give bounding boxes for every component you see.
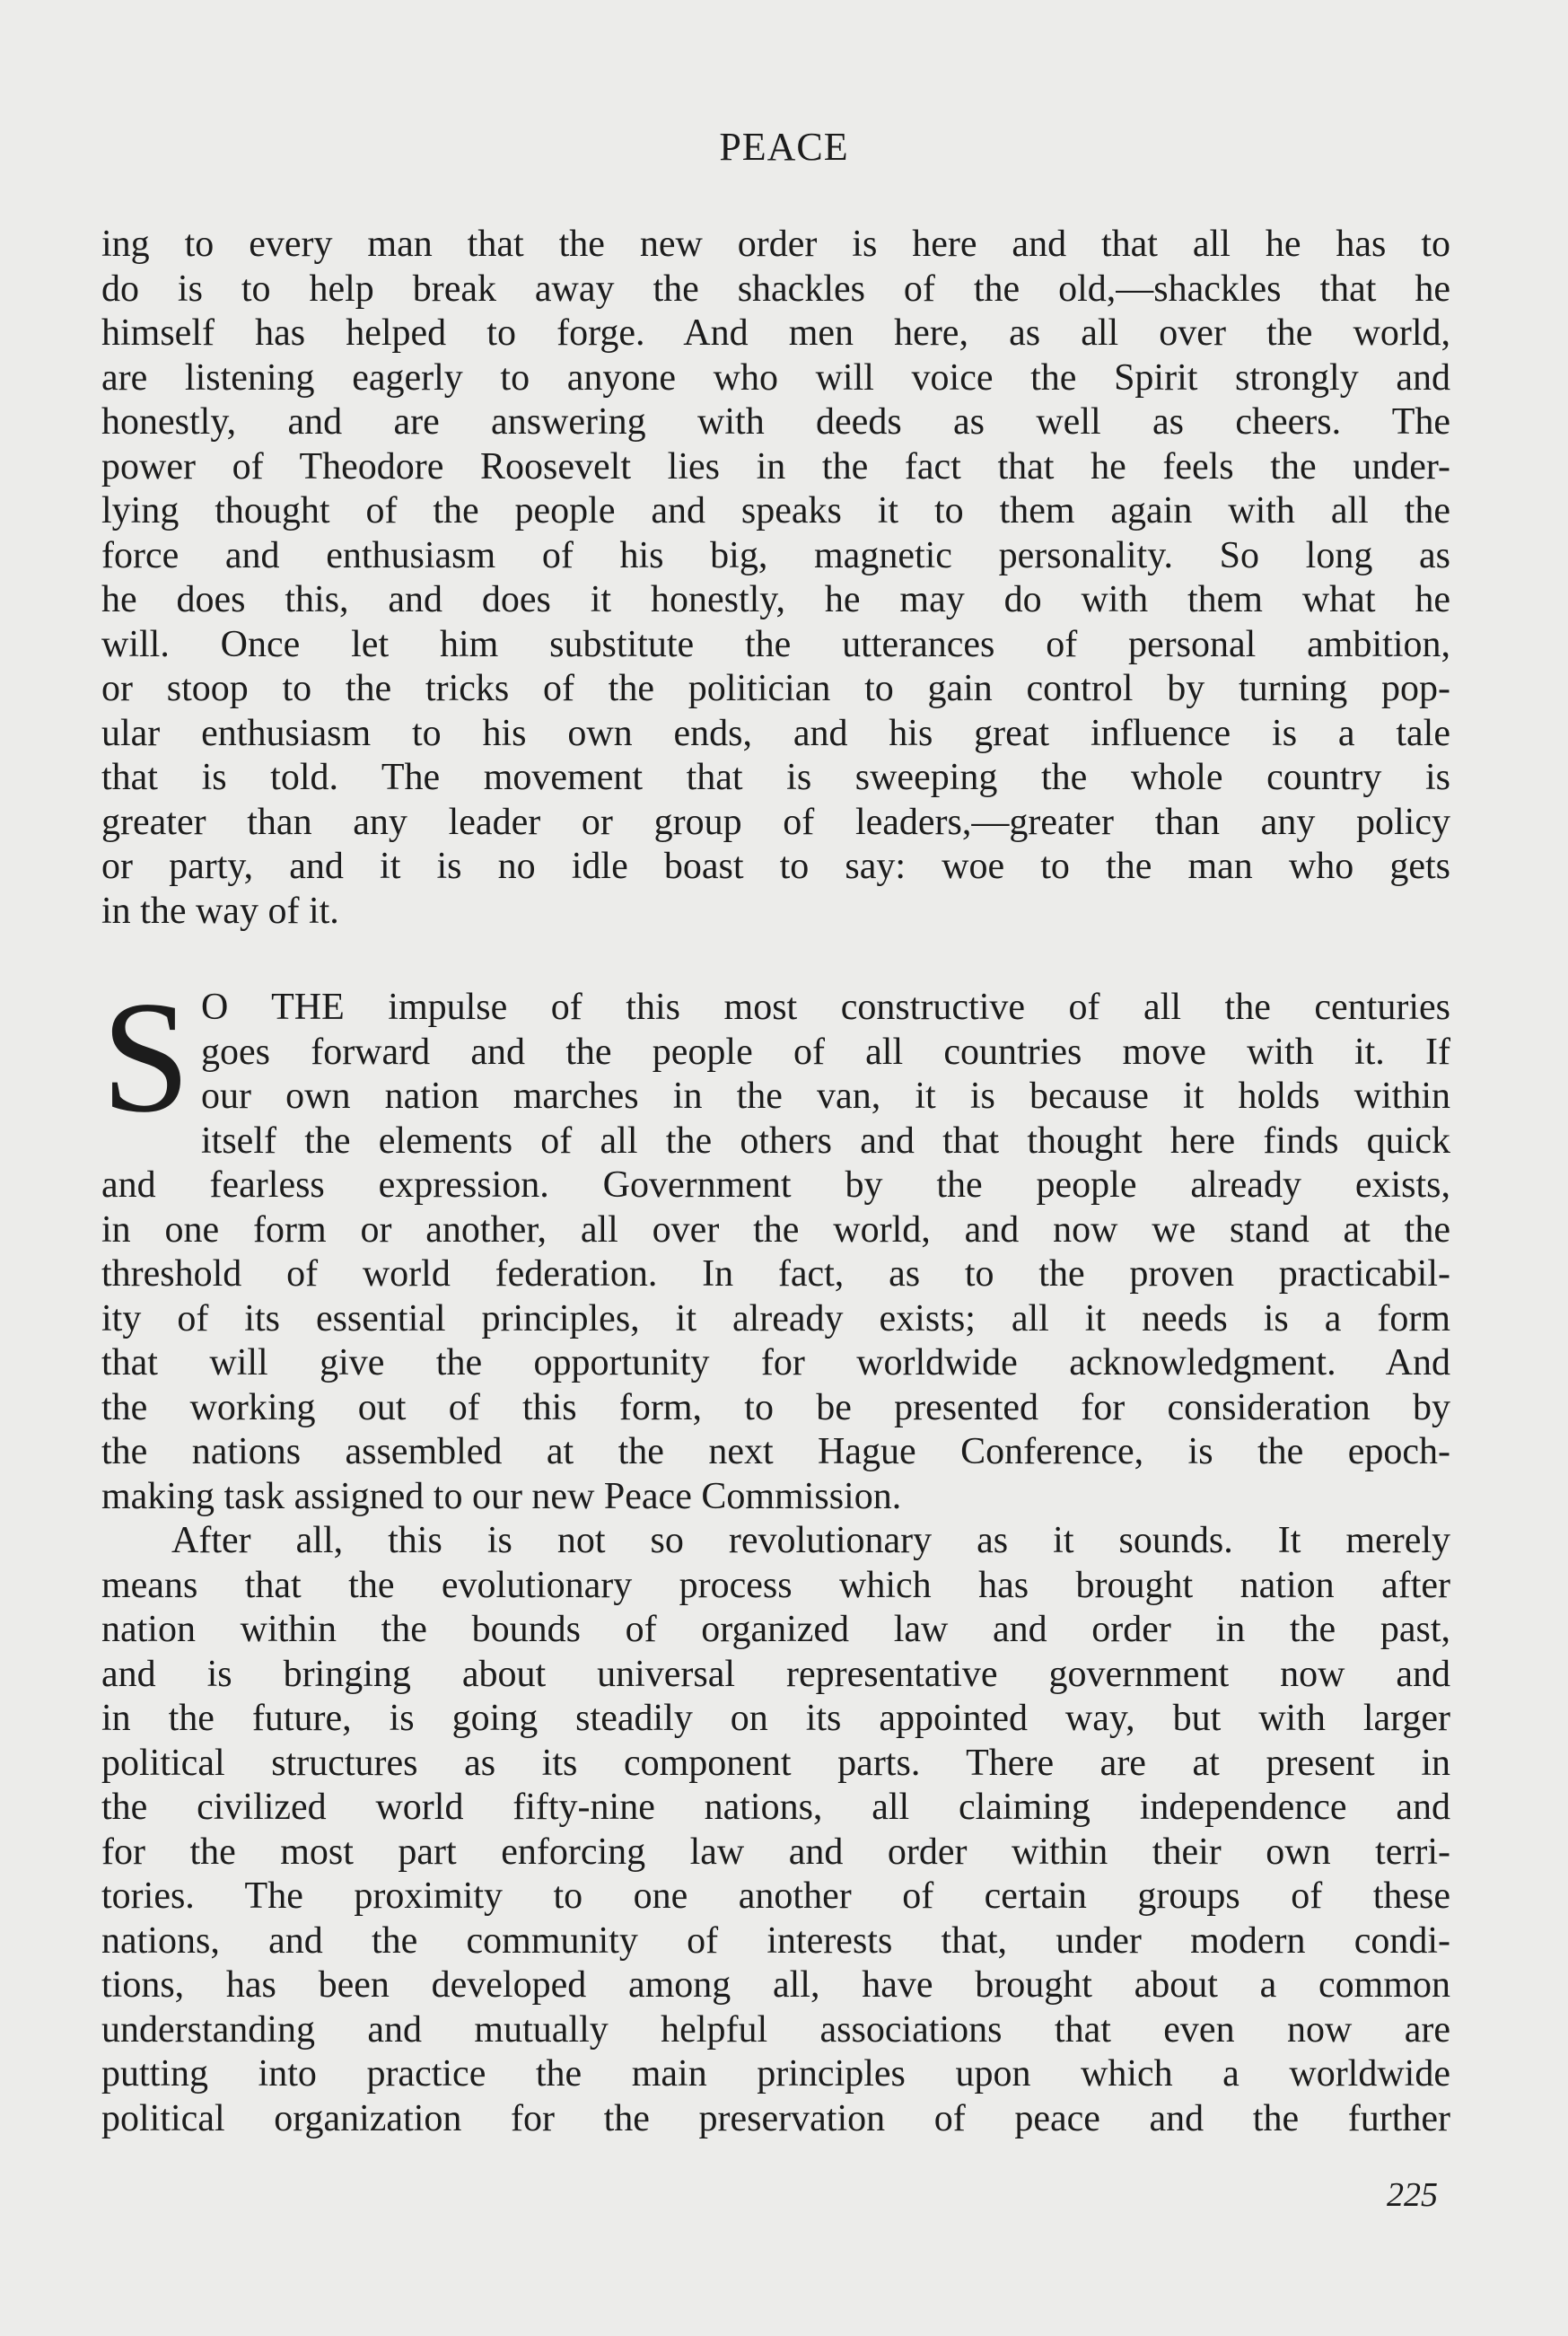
text-line: lying thought of the people and speaks it to them again with all the: [101, 490, 1450, 531]
text-line: in the future, is going steadily on its appointed way, but with larger: [101, 1698, 1450, 1739]
text-line: nation within the bounds of organized law and order in the past,: [101, 1609, 1450, 1650]
page-number: 225: [1387, 2176, 1438, 2214]
running-head: PEACE: [719, 125, 849, 169]
text-line: ity of its essential principles, it already exists; all it needs is a form: [101, 1297, 1450, 1339]
text-line: the civilized world fifty-nine nations, all claiming independence and: [101, 1787, 1450, 1828]
text-line: and fearless expression. Government by the people already exists,: [101, 1164, 1450, 1206]
text-line: that will give the opportunity for worldwide acknowledgment. And: [101, 1342, 1450, 1383]
text-line: greater than any leader or group of leaders,—greater than any policy: [101, 801, 1450, 843]
text-line: and is bringing about universal representative government now and: [101, 1653, 1450, 1695]
text-line: means that the evolutionary process which has brought nation after: [101, 1564, 1450, 1606]
text-line: or party, and it is no idle boast to say: woe to the man who gets: [101, 846, 1450, 887]
text-line: in one form or another, all over the world, and now we stand at the: [101, 1208, 1450, 1251]
text-line: tions, has been developed among all, have brought about a common: [101, 1964, 1450, 2006]
text-line: will. Once let him substitute the utterances of personal ambition,: [101, 623, 1450, 665]
text-line: in the way of it.: [101, 890, 339, 932]
text-line: our own nation marches in the van, it is because it holds within: [201, 1076, 1450, 1117]
text-line: or stoop to the tricks of the politician to gain control by turning pop-: [101, 668, 1450, 709]
text-line: himself has helped to forge. And men here, as all over the world,: [101, 312, 1450, 354]
text-line: After all, this is not so revolutionary as it sounds. It merely: [171, 1520, 1450, 1561]
text-line: that is told. The movement that is sweeping the whole country is: [101, 757, 1450, 798]
text-line: threshold of world federation. In fact, as to the proven practicabil-: [101, 1253, 1450, 1295]
section-body: [101, 968, 1450, 2141]
text-line: he does this, and does it honestly, he may do with them what he: [101, 579, 1450, 620]
text-line: ing to every man that the new order is here and that all he has to: [101, 224, 1450, 265]
text-line: goes forward and the people of all countries move with it. If: [201, 1031, 1450, 1073]
text-line: political structures as its component parts. There are at present in: [101, 1742, 1450, 1784]
text-line: O THE impulse of this most constructive of all the centuries: [201, 987, 1450, 1028]
text-line: do is to help break away the shackles of the old,—shackles that he: [101, 268, 1450, 310]
text-line: are listening eagerly to anyone who will voice the Spirit strongly and: [101, 356, 1450, 399]
text-line: honestly, and are answering with deeds as well as cheers. The: [101, 401, 1450, 443]
text-line: ular enthusiasm to his own ends, and his great influence is a tale: [101, 712, 1450, 754]
text-line: the nations assembled at the next Hague Conference, is the epoch-: [101, 1431, 1450, 1472]
text-line: political organization for the preservation of peace and the further: [101, 2097, 1450, 2139]
text-line: force and enthusiasm of his big, magnetic personality. So long as: [101, 534, 1450, 576]
paragraph-continuation: [101, 223, 1450, 934]
text-line: understanding and mutually helpful associations that even now are: [101, 2008, 1450, 2051]
text-line: for the most part enforcing law and order within their own terri-: [101, 1831, 1450, 1873]
text-line: tories. The proximity to one another of certain groups of these: [101, 1875, 1450, 1917]
drop-cap: S: [101, 968, 190, 1146]
text-line: the working out of this form, to be presented for consideration by: [101, 1386, 1450, 1428]
text-line: making task assigned to our new Peace Commission.: [101, 1475, 902, 1517]
text-line: power of Theodore Roosevelt lies in the fact that he feels the under-: [101, 445, 1450, 487]
text-line: putting into practice the main principles upon which a worldwide: [101, 2053, 1450, 2094]
text-line: itself the elements of all the others and that thought here finds quick: [201, 1120, 1450, 1162]
text-line: nations, and the community of interests that, under modern condi-: [101, 1919, 1450, 1962]
